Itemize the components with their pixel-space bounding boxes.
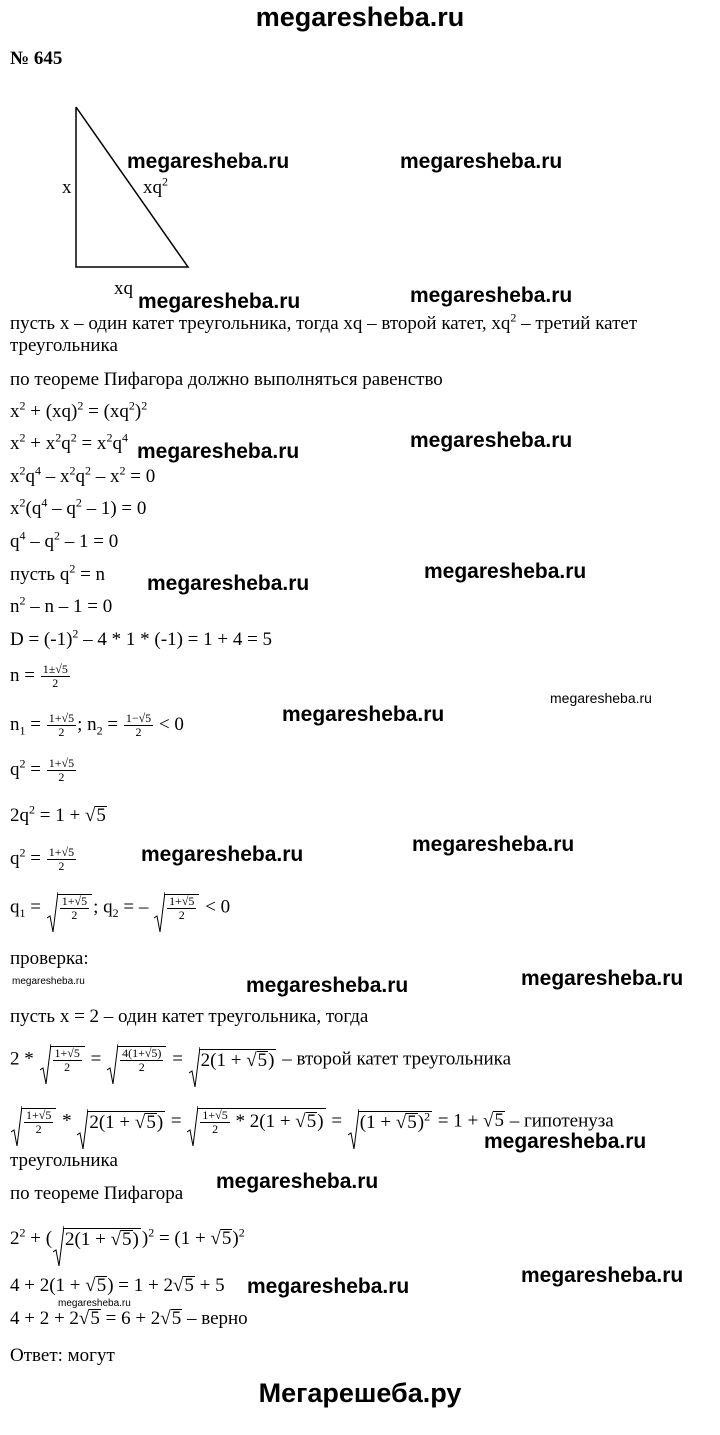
equation-6: пусть $q^2 = n$	[10, 561, 106, 585]
text-treug: треугольника	[10, 1150, 118, 1171]
equation-4: $x^2(q^4 - q^2 - 1) = 0$	[10, 495, 147, 519]
equation-17: $2^2$ + ( 2(1 + √5) )$^2 = (1 + √5)^2$	[10, 1228, 245, 1251]
watermark: megaresheba.ru	[412, 833, 575, 856]
equation-5: $q^4 - q^2 - 1 = 0$	[10, 528, 119, 552]
label-bottom-xq: xq	[114, 278, 133, 299]
watermark: megaresheba.ru	[400, 150, 563, 173]
problem-number: № 645	[10, 48, 63, 69]
text-pust-2: пусть x = 2 – один катет треугольника, тогда	[10, 1006, 369, 1027]
label-hypotenuse: $xq^2$	[143, 174, 168, 198]
text-answer: Ответ: могут	[10, 1345, 115, 1366]
equation-18: 4 + 2(1 + √5) = 1 + 2√5 + 5	[10, 1275, 225, 1296]
watermark: megaresheba.ru	[282, 703, 445, 726]
equation-19: 4 + 2 + 2√5 = 6 + 2√5 – верно	[10, 1308, 248, 1329]
equation-15: 2 * $\frac{1+√5}{2}$ = $\frac{4(1+√5)}{2}$ = 2(1 + √5) – второй катет треугольника	[10, 1046, 511, 1074]
text-line-1: пусть x – один катет треугольника, тогда xq – второй катет, $xq^2$ – третий катет	[10, 310, 638, 334]
equation-1: $x^2 + (xq)^2 = (xq^2)^2$	[10, 398, 148, 422]
watermark: megaresheba.ru	[410, 284, 573, 307]
watermark: megaresheba.ru	[246, 974, 409, 997]
watermark: megaresheba.ru	[127, 150, 290, 173]
watermark-small: megaresheba.ru	[550, 690, 652, 706]
text-line-1b: треугольника	[10, 335, 118, 356]
site-footer: Мегарешеба.ру	[258, 1378, 462, 1408]
equation-9: n = $\frac{1\pm√5}{2}$	[10, 662, 68, 690]
text-line-2: по теореме Пифагора должно выполняться равенство	[10, 369, 443, 390]
equation-14: $q_1$ = $\frac{1+√5}{2}$ ; $q_2$ = – $\frac{1+√5}{2}$ < 0	[10, 894, 230, 922]
watermark: megaresheba.ru	[521, 1264, 684, 1287]
watermark: megaresheba.ru	[141, 843, 304, 866]
watermark: megaresheba.ru	[137, 440, 300, 463]
equation-10: $n_1$ = $\frac{1+√5}{2}$ ; $n_2$ = $\frac{1-√5}{2}$ < 0	[10, 711, 184, 739]
equation-8: $D = (-1)^2 - 4 * 1 * (-1) = 1 + 4 = 5$	[10, 626, 273, 650]
equation-12: $2q^2 = 1 + √5$	[10, 802, 106, 826]
triangle-figure	[0, 95, 220, 305]
watermark: megaresheba.ru	[521, 967, 684, 990]
label-side-x: x	[62, 177, 72, 198]
watermark: megaresheba.ru	[484, 1130, 647, 1153]
equation-7: $n^2 - n - 1 = 0$	[10, 593, 113, 617]
watermark: megaresheba.ru	[410, 429, 573, 452]
watermark-tiny: megaresheba.ru	[12, 976, 85, 987]
equation-13: $q^2$ = $\frac{1+√5}{2}$	[10, 845, 75, 873]
watermark-tiny: megaresheba.ru	[58, 1298, 131, 1309]
watermark: megaresheba.ru	[247, 1275, 410, 1298]
text-pifagor: по теореме Пифагора	[10, 1183, 184, 1204]
equation-16: $\frac{1+√5}{2}$ * 2(1 + √5) = $\frac{1+√5}{2}$ * 2(1 + √5) = $(1 + √5)^2 = 1 + √5$ – гипотенуза	[10, 1108, 614, 1136]
equation-2: $x^2 + x^2q^2 = x^2q^4$	[10, 430, 128, 454]
equation-3: $x^2q^4 - x^2q^2 - x^2 = 0$	[10, 463, 156, 487]
site-header: megaresheba.ru	[255, 2, 465, 32]
watermark: megaresheba.ru	[424, 560, 587, 583]
watermark: megaresheba.ru	[147, 572, 310, 595]
watermark: megaresheba.ru	[138, 290, 301, 313]
text-proverka: проверка:	[10, 948, 89, 969]
triangle-shape	[76, 107, 188, 267]
watermark: megaresheba.ru	[216, 1170, 379, 1193]
equation-11: $q^2$ = $\frac{1+√5}{2}$	[10, 756, 75, 784]
